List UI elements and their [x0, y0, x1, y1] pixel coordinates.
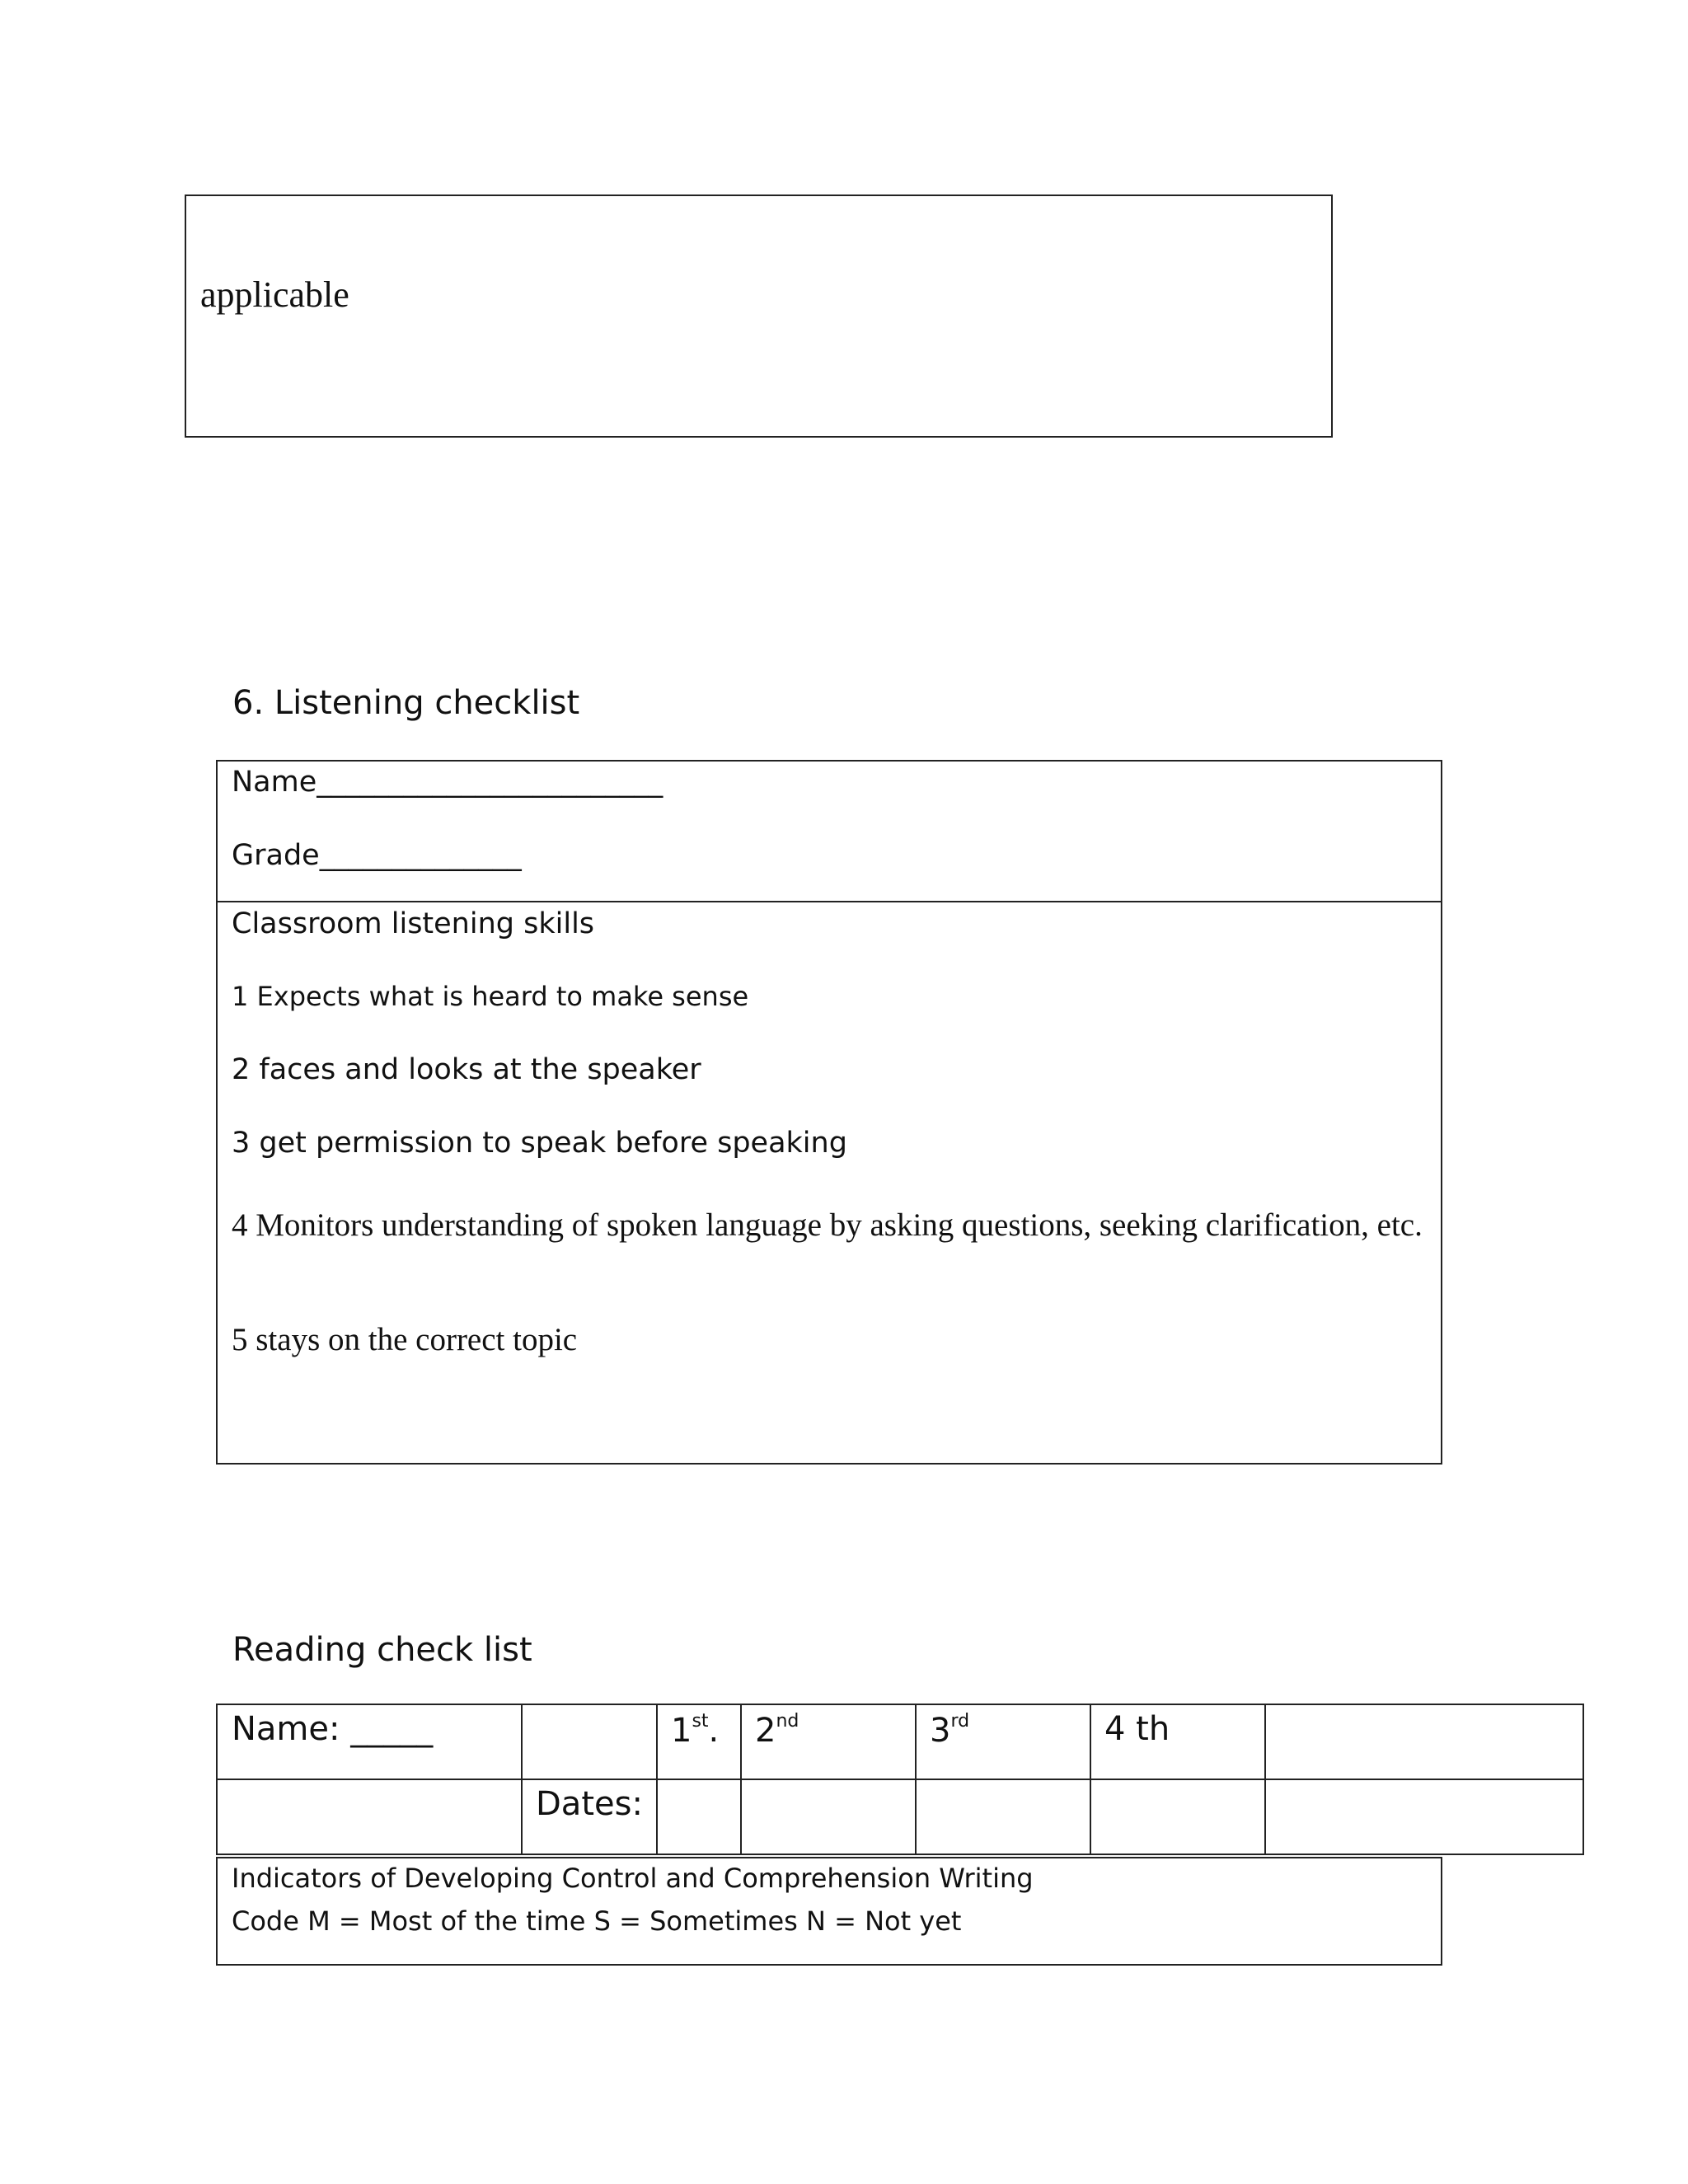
reading-blank-cell — [1264, 1704, 1584, 1780]
reading-dates-label: Dates: — [536, 1785, 643, 1823]
top-box-text: applicable — [200, 274, 349, 315]
listening-name-field[interactable]: Name________________________ — [232, 766, 663, 799]
reading-checklist-heading: Reading check list — [232, 1631, 532, 1669]
reading-name-field[interactable]: Name: _____ — [232, 1710, 434, 1748]
reading-date-entry-cell[interactable] — [915, 1779, 1091, 1855]
reading-column-2nd: 2nd — [755, 1711, 799, 1750]
listening-skill-item: 2 faces and looks at the speaker — [232, 1053, 701, 1086]
listening-skill-item: 5 stays on the correct topic — [232, 1322, 578, 1357]
reading-blank-cell — [1264, 1779, 1584, 1855]
reading-column-3rd: 3rd — [930, 1711, 970, 1750]
listening-skills-title: Classroom listening skills — [232, 907, 595, 940]
reading-blank-cell — [216, 1779, 523, 1855]
reading-code-legend: Code M = Most of the time S = Sometimes N = Not yet — [232, 1905, 962, 1937]
reading-blank-cell — [521, 1704, 658, 1780]
top-text-box — [185, 194, 1333, 438]
listening-skill-item: 1 Expects what is heard to make sense — [232, 981, 749, 1012]
listening-skill-item: 4 Monitors understanding of spoken language by asking questions, seeking clarification, etc. — [232, 1207, 1423, 1243]
reading-date-entry-cell[interactable] — [656, 1779, 742, 1855]
reading-date-entry-cell[interactable] — [740, 1779, 917, 1855]
reading-column-1st: 1st. — [671, 1711, 720, 1750]
listening-grade-field[interactable]: Grade______________ — [232, 839, 522, 872]
listening-table-divider — [216, 901, 1442, 902]
listening-skill-item: 3 get permission to speak before speaking — [232, 1127, 847, 1160]
reading-column-4th: 4 th — [1104, 1710, 1170, 1748]
reading-indicators-title: Indicators of Developing Control and Comprehension Writing — [232, 1863, 1034, 1894]
reading-date-entry-cell[interactable] — [1090, 1779, 1266, 1855]
listening-checklist-heading: 6. Listening checklist — [232, 684, 580, 722]
